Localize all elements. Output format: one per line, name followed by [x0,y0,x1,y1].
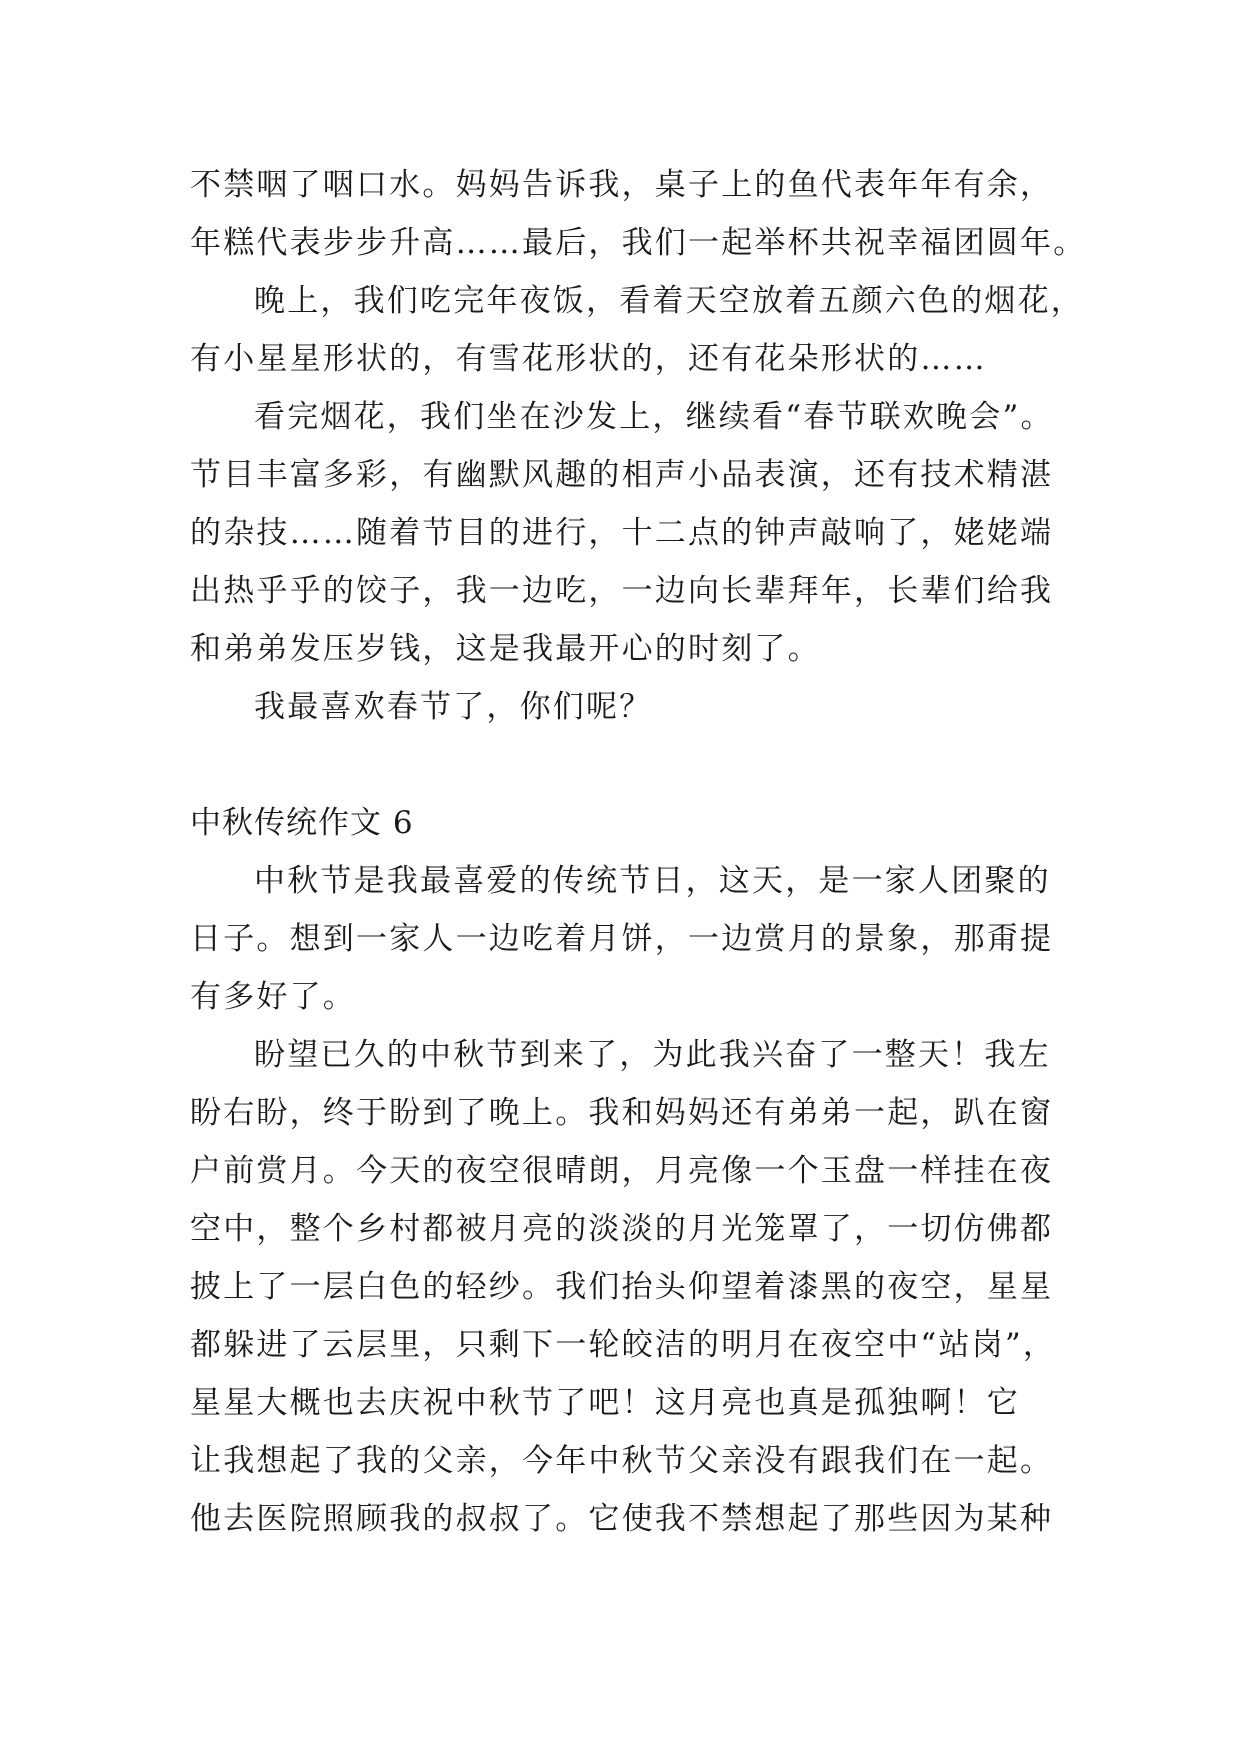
paragraph-first-line: 盼望已久的中秋节到来了，为此我兴奋了一整天！我左 [254,1037,1051,1073]
text-line: 有多好了。 [190,979,356,1015]
text-line: 都躲进了云层里，只剩下一轮皎洁的明月在夜空中“站岗”， [190,1327,1057,1363]
text-line: 让我想起了我的父亲，今年中秋节父亲没有跟我们在一起。 [190,1443,1054,1479]
text-line: 节目丰富多彩，有幽默风趣的相声小品表演，还有技术精湛 [190,457,1054,493]
text-line: 披上了一层白色的轻纱。我们抬头仰望着漆黑的夜空，星星 [190,1269,1054,1305]
text-line: 户前赏月。今天的夜空很晴朗，月亮像一个玉盘一样挂在夜 [190,1153,1054,1189]
text-line: 盼右盼，终于盼到了晚上。我和妈妈还有弟弟一起，趴在窗 [190,1095,1054,1131]
text-line: 日子。想到一家人一边吃着月饼，一边赏月的景象，那甭提 [190,921,1054,957]
text-line: 的杂技……随着节目的进行，十二点的钟声敲响了，姥姥端 [190,515,1054,551]
text-line: 不禁咽了咽口水。妈妈告诉我，桌子上的鱼代表年年有余， [190,167,1054,203]
text-line: 和弟弟发压岁钱，这是我最开心的时刻了。 [190,631,821,667]
text-line: 他去医院照顾我的叔叔了。它使我不禁想起了那些因为某种 [190,1501,1054,1537]
text-line: 出热乎乎的饺子，我一边吃，一边向长辈拜年，长辈们给我 [190,573,1054,609]
section-title: 中秋传统作文 6 [190,805,414,841]
text-line: 有小星星形状的，有雪花形状的，还有花朵形状的…… [190,341,987,377]
text-line: 年糕代表步步升高……最后，我们一起举杯共祝幸福团圆年。 [190,225,1087,261]
text-line: 空中，整个乡村都被月亮的淡淡的月光笼罩了，一切仿佛都 [190,1211,1054,1247]
text-line: 星星大概也去庆祝中秋节了吧！这月亮也真是孤独啊！它 [190,1385,1020,1421]
paragraph-first-line: 我最喜欢春节了，你们呢？ [254,689,653,725]
paragraph-first-line: 晚上，我们吃完年夜饭，看着天空放着五颜六色的烟花， [254,283,1084,319]
paragraph-first-line: 看完烟花，我们坐在沙发上，继续看“春节联欢晚会”。 [254,399,1054,435]
paragraph-first-line: 中秋节是我最喜爱的传统节日，这天，是一家人团聚的 [254,863,1051,899]
